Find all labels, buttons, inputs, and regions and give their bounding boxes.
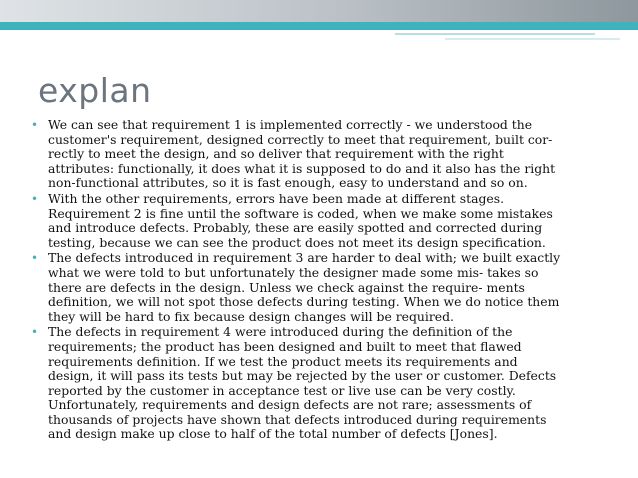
accent-line [445,38,620,40]
bullet-item [31,251,626,324]
text-line: and introduce defects. Probably, these are easily spotted and corrected during [48,220,543,236]
header-band [0,0,638,22]
text-line: requirements definition. If we test the product meets its requirements and [48,353,518,369]
text-line: non-functional attributes, so it is fast enough, easy to understand and so on. [48,175,528,191]
text-line: thousands of projects have shown that defects introduced during requirements [48,411,547,427]
text-line: there are defects in the design. Unless we check against the require- ments [48,279,525,295]
bullet-marker: • [31,251,39,266]
text-line: definition, we will not spot those defects during testing. When we do notice them [48,294,560,310]
text-line: We can see that requirement 1 is implemented correctly - we understood the [48,117,533,132]
text-line: testing, because we can see the product does not meet its design specification. [48,234,546,250]
bullet-item [31,325,626,442]
accent-band [0,22,638,30]
text-line: reported by the customer in acceptance test or live use can be very costly. [48,382,516,398]
text-line: Unfortunately, requirements and design defects are not rare; assessments of [48,397,532,413]
text-line: The defects introduced in requirement 3 are harder to deal with; we built exactly [48,250,561,266]
bullet-text [48,325,626,442]
bullet-item [31,118,626,191]
bullet-marker: • [31,191,39,206]
bullet-marker: • [31,118,39,132]
text-line: The defects in requirement 4 were introduced during the definition of the [48,324,513,340]
bullet-list [31,118,626,443]
bullet-marker: • [31,325,39,340]
bullet-item [31,192,626,250]
text-line: and design make up close to half of the total number of defects [Jones]. [48,426,498,442]
text-line: requirements; the product has been designed and built to meet that flawed [48,338,522,354]
text-line: With the other requirements, errors have been made at different stages. [48,190,505,206]
text-line: design, it will pass its tests but may be rejected by the user or customer. Defects [48,368,557,384]
text-line: customer's requirement, designed correctly to meet that requirement, built cor- [48,131,553,147]
text-line: they will be hard to fix because design changes will be required. [48,308,454,324]
bullet-text [48,251,626,324]
text-line: Requirement 2 is fine until the software is coded, when we make some mistakes [48,205,553,221]
text-line: what we were told to but unfortunately the designer made some mis- takes so [48,264,539,280]
slide-title: explan [38,71,152,110]
text-line: attributes: functionally, it does what it is supposed to do and it also has the right [48,160,556,176]
text-line: rectly to meet the design, and so deliver that requirement with the right [48,146,504,162]
bullet-text [48,118,626,191]
bullet-text [48,192,626,250]
accent-line [395,33,595,35]
